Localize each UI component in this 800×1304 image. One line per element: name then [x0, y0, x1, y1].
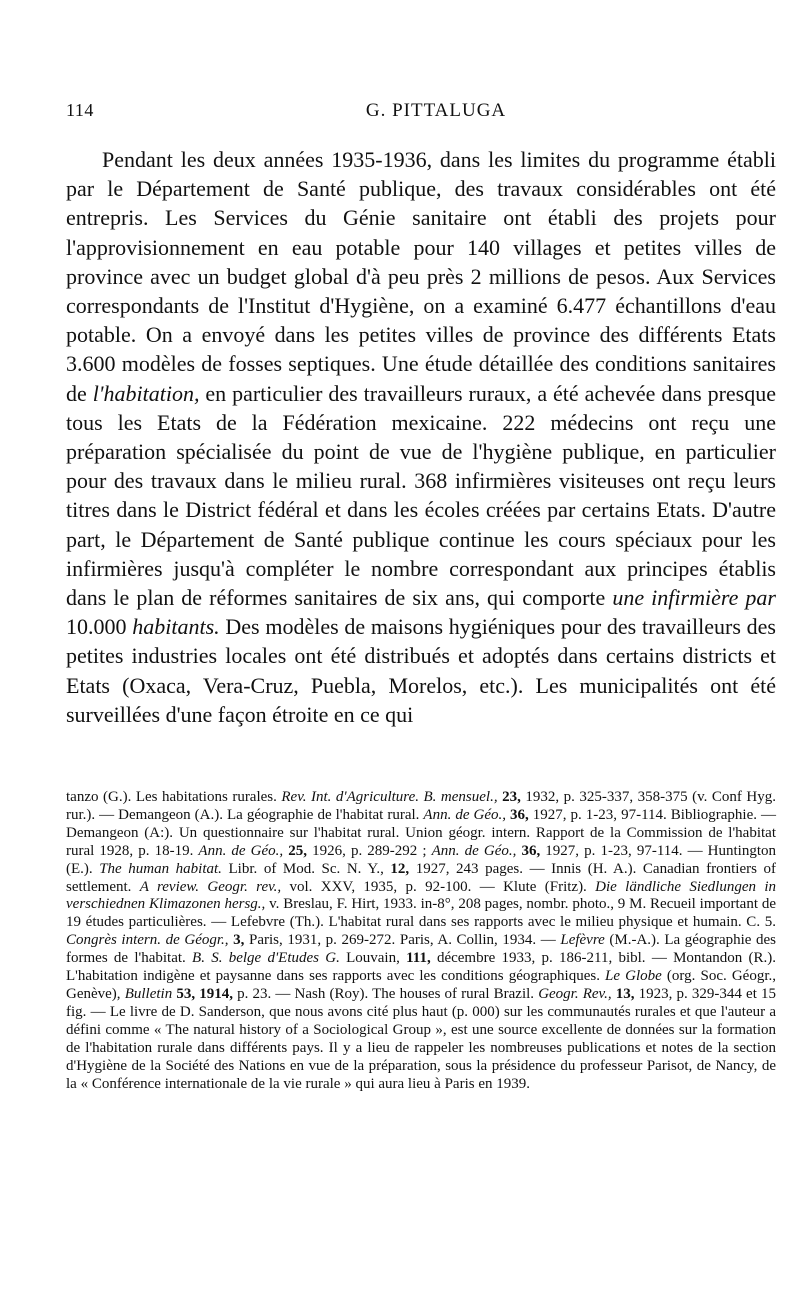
fn-italic: Le Globe [605, 968, 662, 985]
fn-italic: Die ländliche Siedlungen in verschiednen Klimazonen hersg., [66, 878, 777, 913]
fn-run: Louvain, [339, 950, 407, 967]
text-run: en particulier des travailleurs ruraux, a été achevée dans presque tous les Etats de la Fédération mexicaine. 222 médecins ont reçu une préparation spécialisée du point de vue de l'hygiène publique, en particulier pour des travaux dans le milieu rural. 368 infirmières visiteuses ont reçu leurs titres dans le District fédéral et dans les écoles créées par certains Etats. D'autre part, le Département de Santé publique continue les cours spéciaux pour les infirmières jusqu'à compléter le nombre correspondant aux principes établis dans le plan de réformes sanitaires de six ans, qui comporte [66, 380, 776, 611]
text-run: Des modèles de maisons hygiéniques pour des travailleurs des petites industries locales ont été distribués et adoptés dans certains districts et Etats (Oxaca, Vera-Cruz, Puebla, Morelos, etc.). Les municipalités ont été surveillées d'une façon étroite en ce qui [66, 614, 776, 727]
fn-run: 1927, p. 1-23, 97-114. — Huntington (E.). [66, 842, 777, 877]
italic-run: l'habitation, [92, 380, 200, 406]
fn-run: (org. Soc. Géogr., Genève), [66, 968, 776, 1002]
fn-bold: 12, [390, 860, 410, 877]
fn-italic: Ann. de Géo., [198, 842, 284, 859]
page-number: 114 [66, 100, 94, 120]
page-header [66, 100, 776, 130]
text-run: Pendant les deux années 1935-1936, dans les limites du programme établi par le Département de Santé publique, des travaux considérables ont été entrepris. Les Services du Génie sanitaire ont établi des projets pour l'approvisionnement en eau potable pour 140 villages et petites villes de province avec un budget global d'à peu près 2 millions de pesos. Aux Services correspondants de l'Institut d'Hygiène, on a examiné 6.477 échantillons d'eau potable. On a envoyé dans les petites villes de province des différents Etats 3.600 modèles de fosses septiques. Une étude détaillée des conditions sanitaires de [66, 147, 776, 406]
fn-italic: B. S. belge d'Etudes G. [192, 950, 340, 967]
fn-italic: Ann. de Géo., [431, 842, 517, 859]
fn-bold: 25, [288, 842, 308, 859]
fn-italic: Congrès intern. de Géogr., [66, 932, 229, 949]
fn-run: 1932, p. 325-337, 358-375 (v. Conf Hyg. rur.). — Demangeon (A.). La géographie de l'habitat rural. [66, 789, 776, 823]
fn-run: (M.-A.). La géographie des formes de l'habitat. [66, 932, 777, 967]
fn-run: décembre 1933, p. 186-211, bibl. — Montandon (R.). L'habitation indigène et paysanne dans ses rapports avec les conditions géographiques. [66, 950, 776, 985]
fn-bold: 36, [510, 806, 529, 823]
fn-run: Libr. of Mod. Sc. N. Y., [221, 860, 391, 877]
fn-italic: A review. Geogr. rev., [139, 878, 282, 895]
fn-italic: Rev. Int. d'Agriculture. B. mensuel., [281, 789, 498, 805]
italic-run: habitants. [132, 614, 220, 640]
fn-italic: The human habitat. [99, 860, 222, 877]
fn-bold: 13, [615, 985, 635, 1002]
fn-run: vol. XXV, 1935, p. 92-100. — Klute (Fritz). [281, 878, 596, 895]
fn-run: Paris, 1931, p. 269-272. Paris, A. Collin, 1934. — [244, 932, 561, 949]
running-head: G. PITTALUGA [365, 100, 507, 121]
fn-run: v. Breslau, F. Hirt, 1933. in-8°, 208 pages, nombr. photo., 9 M. Recueil important de 19 études particulières. — Lefebvre (Th.). L'habitat rural dans ses rapports avec le milieu physique et humain. C. 5. [66, 896, 776, 931]
fn-bold: 23, [502, 789, 521, 805]
fn-run: 1923, p. 329-344 et 15 fig. — Le livre de D. Sanderson, que nous avons cité plus haut (p. 000) sur les communautés rurales et que l'auteur a défini comme « The natural history of a Sociological Group », est une source excellente de données sur la formation de l'habitation rurale dans différents pays. Il y a lieu de rappeler les nombreuses publications et notes de la section d'Hygiène de la Société des Nations en vue de la préparation, sous la présidence du professeur Parisot, de Nancy, de la « Conférence internationale de la vie rurale » qui aura lieu à Paris en 1939. [66, 985, 777, 1092]
fn-run: 1927, p. 1-23, 97-114. Bibliographie. — Demangeon (A:). Un questionnaire sur l'habitat rural. Union géogr. intern. Rapport de la Commission de l'habitat rural 1928, p. 18-19. [66, 806, 777, 859]
fn-bold: 111, [406, 950, 431, 967]
fn-bold: 3, [233, 932, 245, 949]
text-run: 10.000 [66, 614, 133, 640]
fn-run: p. 23. — Nash (Roy). The houses of rural Brazil. [232, 985, 539, 1002]
fn-run: 1927, 243 pages. — Innis (H. A.). Canadian frontiers of settlement. [66, 860, 776, 895]
footnote [66, 789, 776, 1093]
fn-run: 1926, p. 289-292 ; [307, 842, 432, 859]
fn-italic: Geogr. Rev., [538, 985, 612, 1002]
main-paragraph [66, 145, 776, 729]
fn-bold: 36, [521, 842, 541, 859]
fn-run: tanzo (G.). Les habitations rurales. [66, 789, 282, 805]
body-text [66, 145, 776, 729]
italic-run: une infirmière par [612, 585, 776, 611]
fn-bold: 53, 1914, [176, 985, 233, 1002]
fn-italic: Bulletin [124, 985, 173, 1002]
fn-italic: Ann. de Géo., [423, 806, 507, 823]
fn-italic: Lefèvre [560, 932, 605, 949]
footnote-paragraph [66, 789, 776, 1093]
